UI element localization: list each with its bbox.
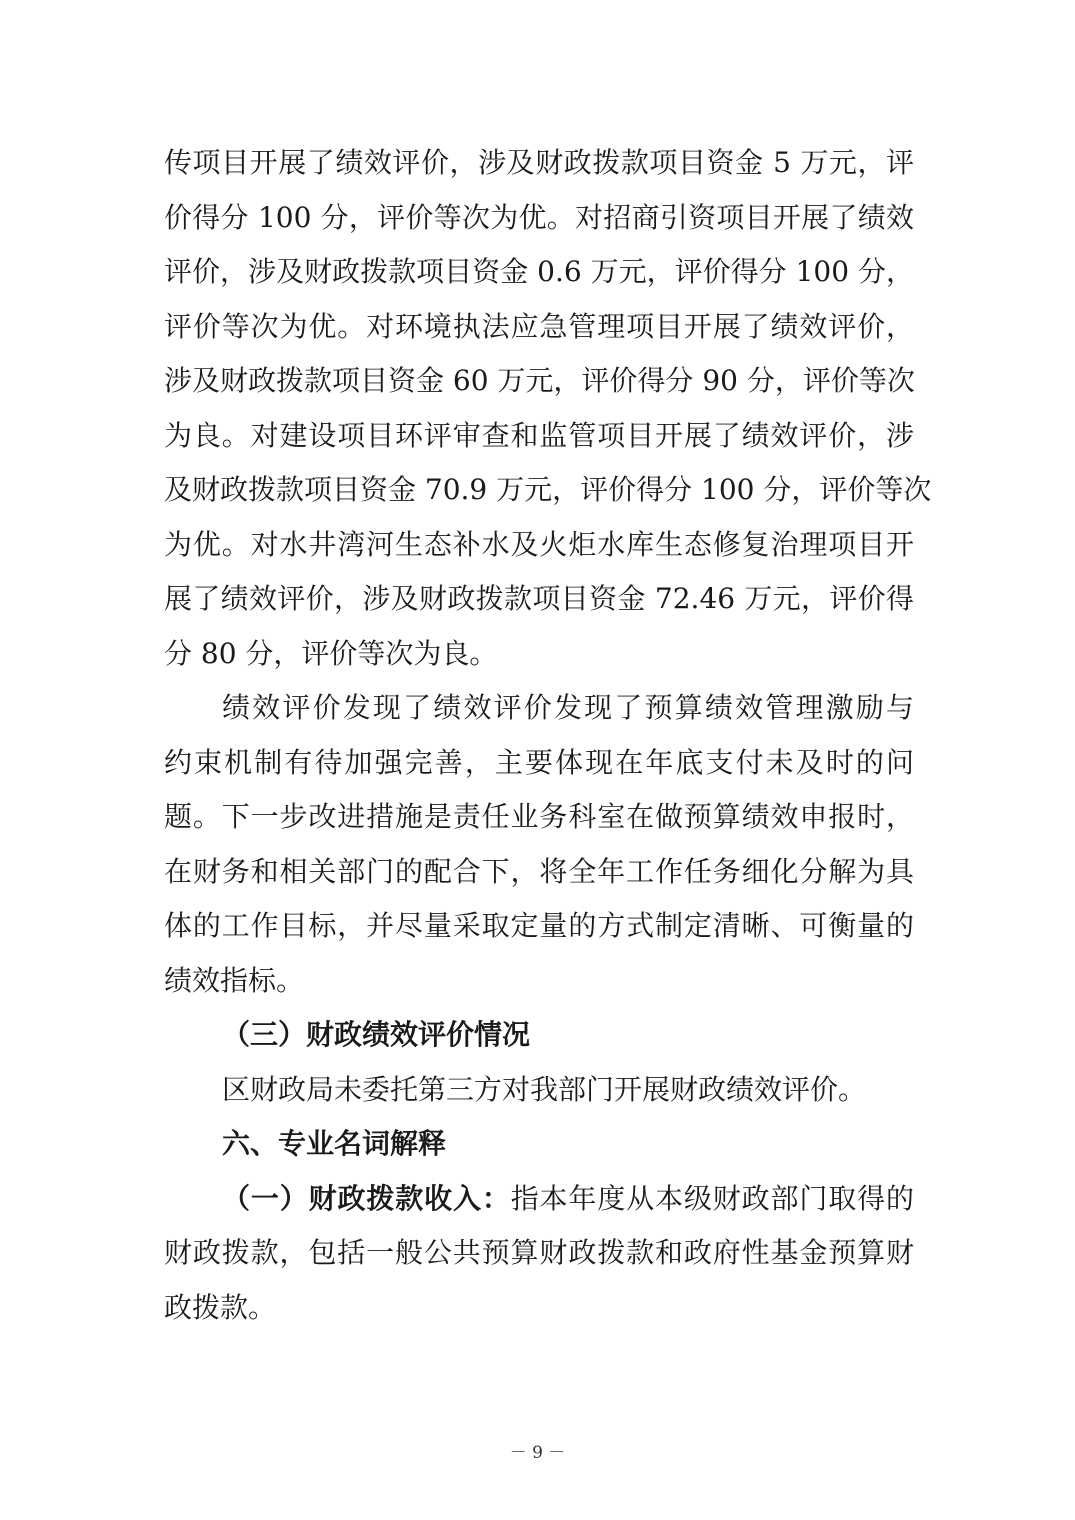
performance-evaluation-paragraph [164,136,932,681]
term-text: 指本年度从本级财政部门取得的 [510,1181,914,1215]
text-line: 财政拨款，包括一般公共预算财政拨款和政府性基金预算财 [164,1236,914,1269]
text-line: 分 80 分，评价等次为良。 [164,636,498,670]
term-first-line [164,1172,914,1227]
text-line: 绩效评价发现了绩效评价发现了预算绩效管理激励与 [222,691,914,724]
text-line: 为优。对水井湾河生态补水及火炬水库生态修复治理项目开 [164,527,914,561]
text-line: 政拨款。 [164,1290,277,1324]
issues-and-improvements-paragraph [164,681,914,1008]
text-line: 价得分 100 分，评价等次为优。对招商引资项目开展了绩效 [164,200,914,234]
text-line: 体的工作目标，并尽量采取定量的方式制定清晰、可衡量的 [164,909,914,942]
term-definition-fiscal-appropriation [164,1172,914,1336]
text-line: 及财政拨款项目资金 70.9 万元，评价得分 100 分，评价等次 [164,473,932,506]
text-line: 绩效指标。 [164,963,305,997]
text-line: 在财务和相关部门的配合下，将全年工作任务细化分解为具 [164,854,914,888]
fiscal-evaluation-paragraph: 区财政局未委托第三方对我部门开展财政绩效评价。 [222,1072,867,1106]
text-line: 传项目开展了绩效评价，涉及财政拨款项目资金 5 万元，评 [164,146,914,179]
text-line: 题。下一步改进措施是责任业务科室在做预算绩效申报时， [164,800,914,833]
text-line: 评价等次为优。对环境执法应急管理项目开展了绩效评价， [164,309,914,343]
text-line: 涉及财政拨款项目资金 60 万元，评价得分 90 分，评价等次 [164,364,915,397]
text-line: 展了绩效评价，涉及财政拨款项目资金 72.46 万元，评价得 [164,582,914,615]
term-label: （一）财政拨款收入： [222,1181,511,1215]
page-body [164,136,932,1335]
text-line: 评价，涉及财政拨款项目资金 0.6 万元，评价得分 100 分， [164,255,914,288]
text-line: 约束机制有待加强完善，主要体现在年底支付未及时的问 [164,745,914,779]
text-line: 为良。对建设项目环评审查和监管项目开展了绩效评价，涉 [164,418,914,452]
section-heading-terminology: 六、专业名词解释 [222,1127,447,1160]
page-number: － 9 － [509,1443,566,1463]
section-heading-fiscal-evaluation: （三）财政绩效评价情况 [222,1018,531,1051]
